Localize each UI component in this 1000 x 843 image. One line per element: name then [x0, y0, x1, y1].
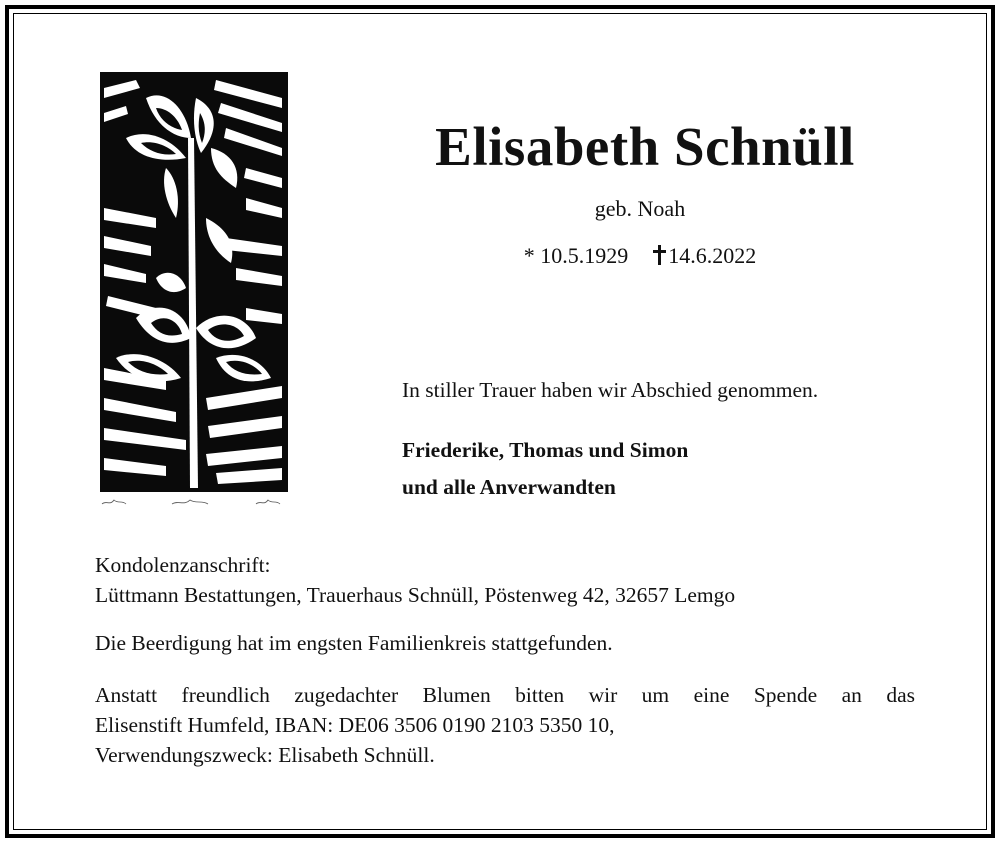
flower-linocut-icon — [96, 68, 292, 508]
donation-block — [95, 680, 915, 770]
burial-note: Die Beerdigung hat im engsten Familienkreis stattgefunden. — [95, 631, 613, 655]
family-line: Friederike, Thomas und Simon — [402, 438, 689, 462]
mourning-line: In stiller Trauer haben wir Abschied genommen. — [402, 378, 819, 402]
cross-icon — [652, 245, 666, 265]
deceased-name: Elisabeth Schnüll — [435, 116, 855, 177]
birth-date: * 10.5.1929 — [523, 243, 629, 268]
condolence-block — [95, 550, 915, 610]
maiden-name: geb. Noah — [594, 196, 686, 221]
condolence-label: Kondolenzanschrift: — [95, 553, 271, 577]
death-date: 14.6.2022 — [668, 243, 757, 268]
donation-line: Verwendungszweck: Elisabeth Schnüll. — [95, 743, 435, 767]
donation-line: Anstatt freundlich zugedachter Blumen bitten wir um eine Spende an das — [95, 683, 915, 707]
family-line: und alle Anverwandten — [402, 475, 616, 499]
family-names — [402, 432, 902, 506]
condolence-address: Lüttmann Bestattungen, Trauerhaus Schnüll, Pöstenweg 42, 32657 Lemgo — [95, 583, 736, 607]
donation-line: Elisenstift Humfeld, IBAN: DE06 3506 0190 2103 5350 10, — [95, 713, 615, 737]
life-dates — [400, 241, 880, 271]
